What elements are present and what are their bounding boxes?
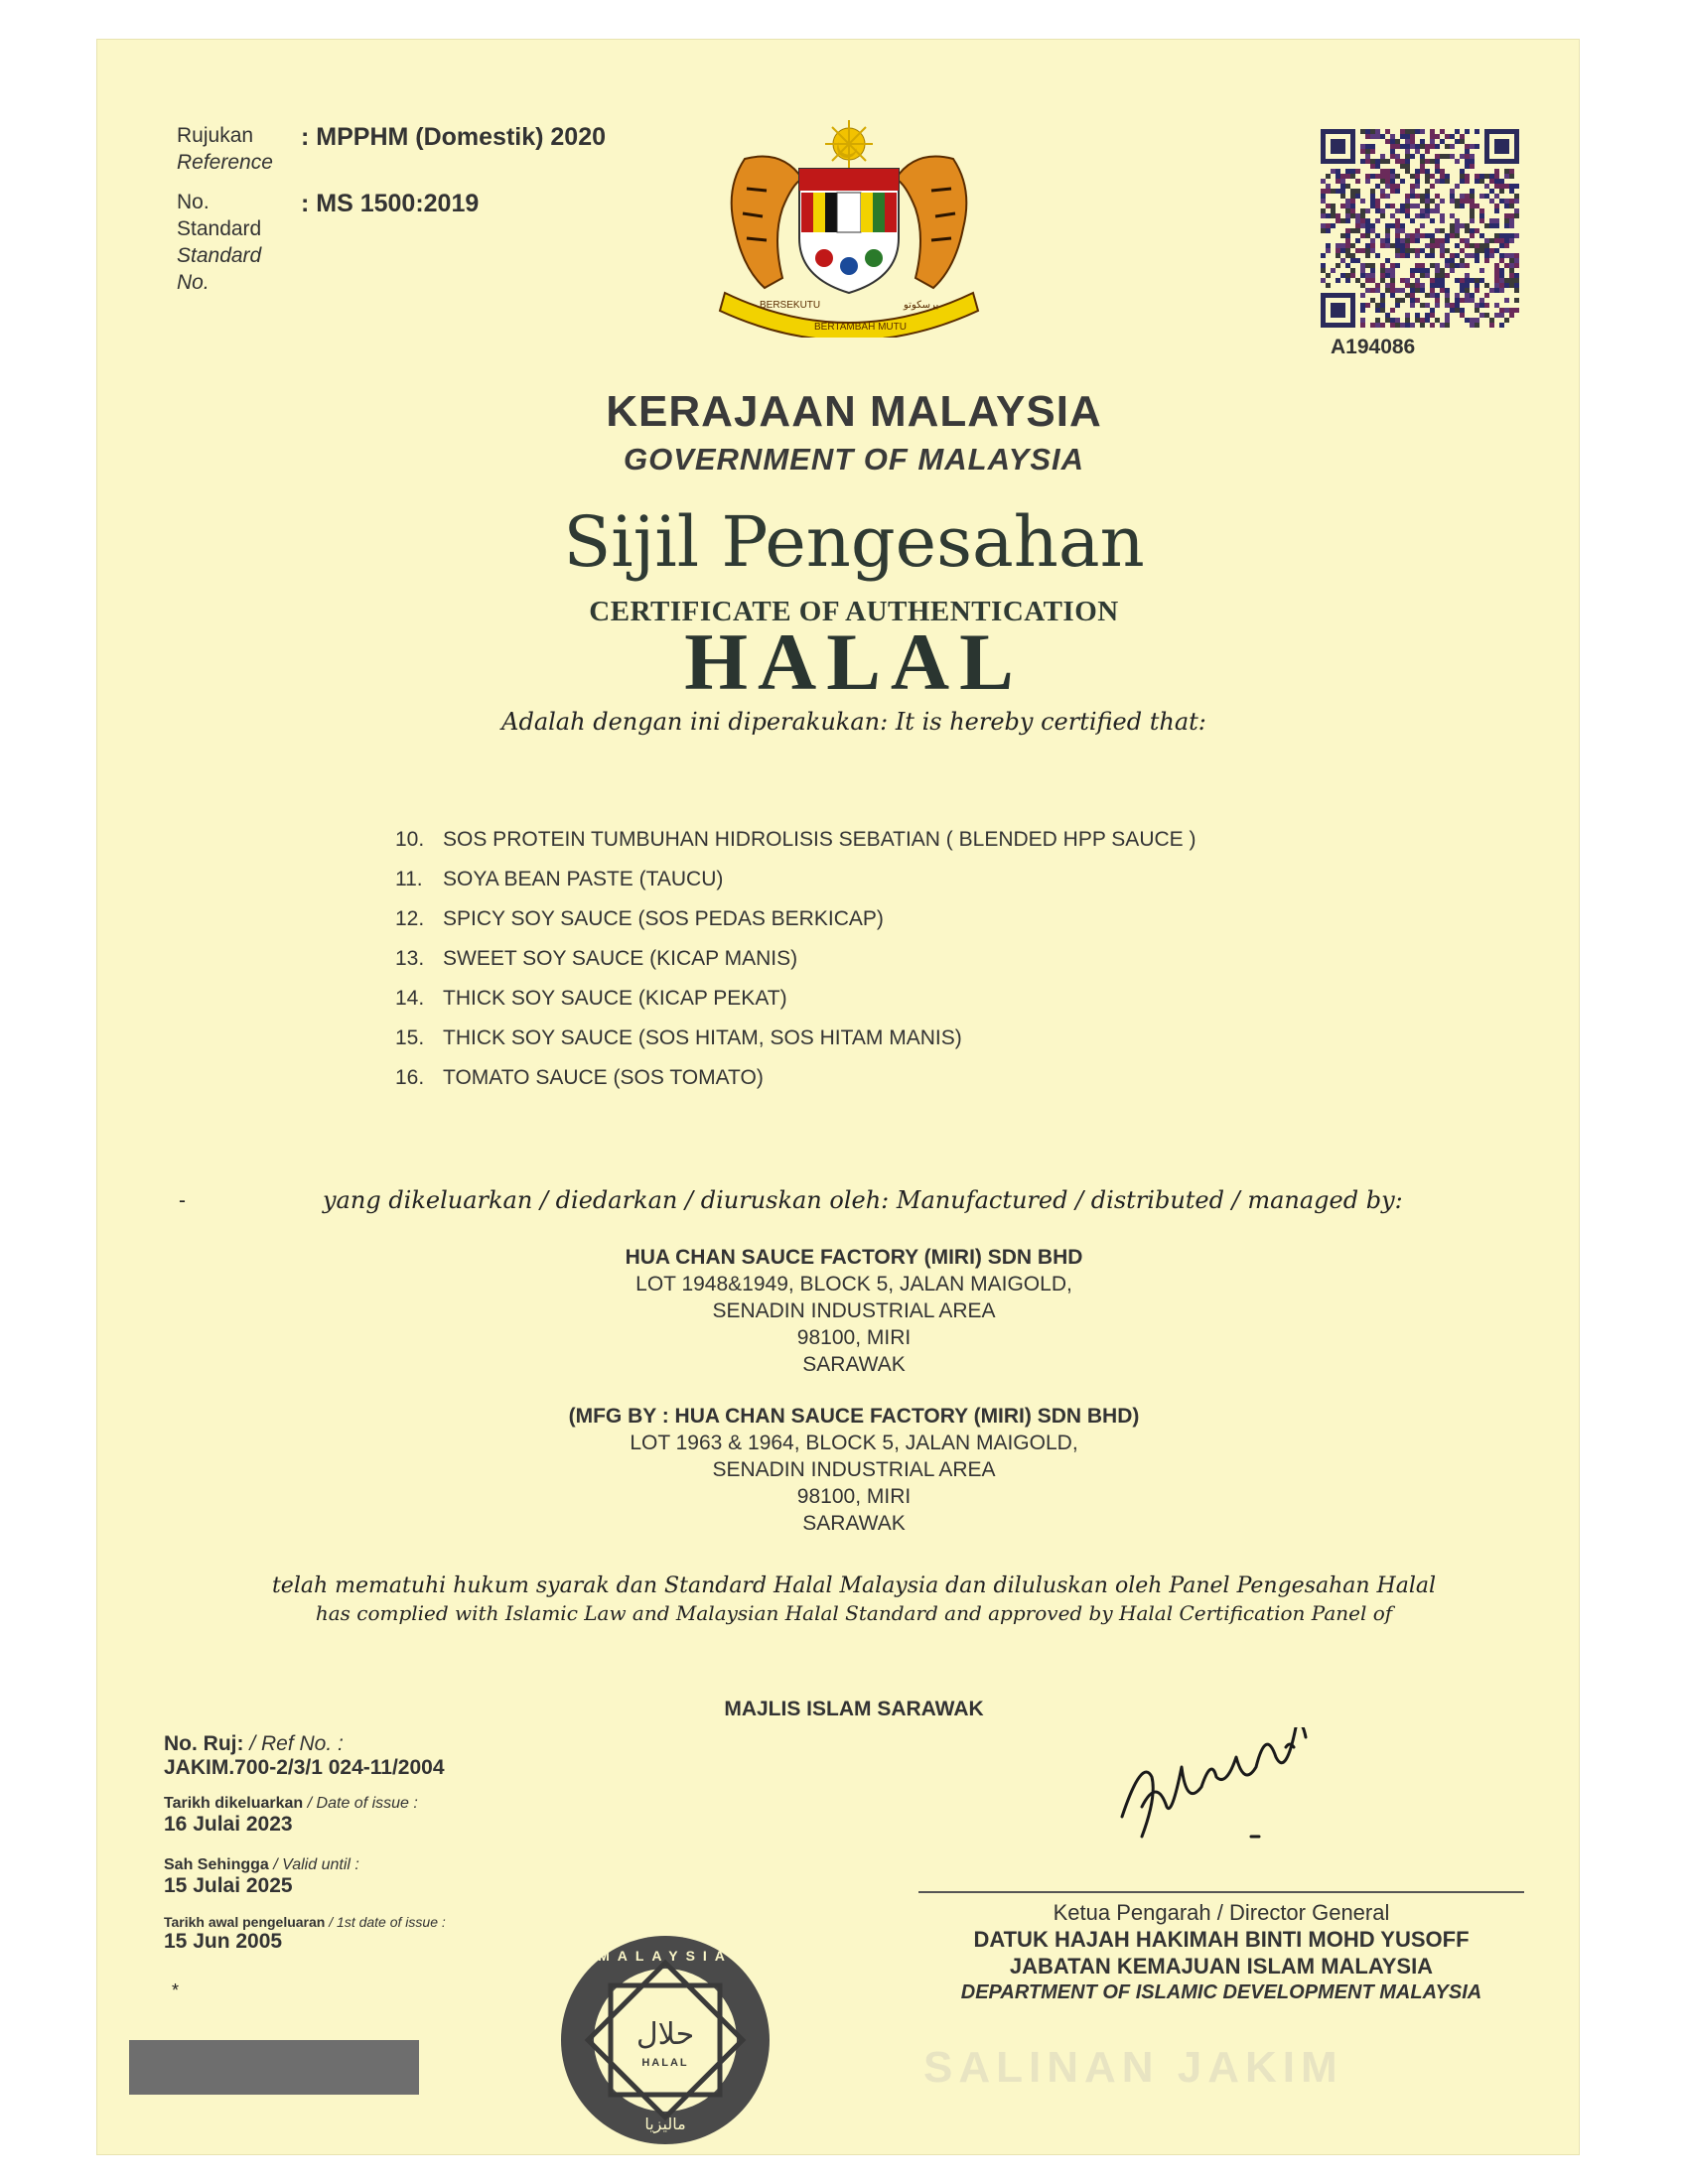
- first-issue-block: Tarikh awal pengeluaran / 1st date of issue : 15 Jun 2005: [164, 1914, 446, 1953]
- dash-mark: -: [179, 1189, 186, 1212]
- reference-number-block: No. Ruj: / Ref No. : JAKIM.700-2/3/1 024-11/2004: [164, 1732, 445, 1779]
- halal-logo-ring: MALAYSIA: [598, 1948, 733, 1964]
- halal-logo-word: HALAL: [641, 2057, 689, 2069]
- certificate-title-en: CERTIFICATE OF AUTHENTICATION: [589, 596, 1119, 627]
- product-item: 10. SOS PROTEIN TUMBUHAN HIDROLISIS SEBATIAN ( BLENDED HPP SAUCE ): [395, 828, 1196, 851]
- compliance-statement-en: has complied with Islamic Law and Malaysian Halal Standard and approved by Halal Certification Panel of: [315, 1601, 1393, 1625]
- asterisk-mark: *: [172, 1980, 180, 2000]
- reference-value: : MPPHM (Domestik) 2020: [301, 123, 607, 151]
- halal-heading: HALAL: [684, 616, 1024, 707]
- halal-logo: [556, 1931, 774, 2149]
- signature-line: [918, 1891, 1524, 1893]
- reference-label: Rujukan Reference: [177, 124, 273, 174]
- government-title-ms: KERAJAAN MALAYSIA: [606, 387, 1102, 436]
- product-item: 15. THICK SOY SAUCE (SOS HITAM, SOS HITAM MANIS): [395, 1026, 962, 1049]
- qr-code: [1321, 129, 1519, 328]
- product-item: 13. SWEET SOY SAUCE (KICAP MANIS): [395, 947, 798, 970]
- company-address: HUA CHAN SAUCE FACTORY (MIRI) SDN BHD LOT 1948&1949, BLOCK 5, JALAN MAIGOLD, SENADIN INDUSTRIAL AREA 98100, MIRI SARAWAK: [625, 1246, 1083, 1376]
- standard-value: : MS 1500:2019: [301, 190, 480, 217]
- copy-watermark: SALINAN JAKIM: [923, 2043, 1343, 2092]
- product-item: 12. SPICY SOY SAUCE (SOS PEDAS BERKICAP): [395, 907, 884, 930]
- certificate-title-ms: Sijil Pengesahan: [563, 501, 1145, 583]
- government-title-en: GOVERNMENT OF MALAYSIA: [623, 442, 1085, 477]
- product-item: 16. TOMATO SAUCE (SOS TOMATO): [395, 1066, 764, 1089]
- halal-logo-arabic-bottom: ماليزيا: [644, 2115, 686, 2133]
- serial-number: A194086: [1331, 336, 1416, 358]
- manufacturer-address: (MFG BY : HUA CHAN SAUCE FACTORY (MIRI) SDN BHD) LOT 1963 & 1964, BLOCK 5, JALAN MAIGOLD, SENADIN INDUSTRIAL AREA 98100, MIRI SARAWAK: [568, 1405, 1140, 1535]
- product-item: 14. THICK SOY SAUCE (KICAP PEKAT): [395, 987, 787, 1010]
- compliance-statement-ms: telah mematuhi hukum syarak dan Standard Halal Malaysia dan diluluskan oleh Panel Pengesahan Halal: [271, 1573, 1437, 1598]
- date-of-issue-block: Tarikh dikeluarkan / Date of issue : 16 Julai 2023: [164, 1795, 418, 1836]
- council-name: MAJLIS ISLAM SARAWAK: [724, 1698, 984, 1720]
- product-item: 11. SOYA BEAN PASTE (TAUCU): [395, 868, 724, 890]
- standard-label: No. Standard Standard No.: [177, 191, 262, 294]
- valid-until-block: Sah Sehingga / Valid until : 15 Julai 2025: [164, 1856, 359, 1897]
- redacted-band: [129, 2040, 419, 2095]
- motto-left: BERSEKUTU: [760, 300, 821, 311]
- signature: [1102, 1727, 1380, 1876]
- motto-bottom: BERTAMBAH MUTU: [814, 322, 907, 333]
- signatory-block: Ketua Pengarah / Director General DATUK HAJAH HAKIMAH BINTI MOHD YUSOFF JABATAN KEMAJUAN ISLAM MALAYSIA DEPARTMENT OF ISLAMIC DEVELOPMENT MALAYSIA: [960, 1900, 1482, 2003]
- coat-of-arms: [705, 119, 993, 338]
- product-list: [395, 820, 1196, 1098]
- halal-logo-arabic: حلال: [635, 2017, 695, 2052]
- motto-right: برسکوتو: [904, 300, 939, 311]
- manufactured-statement: yang dikeluarkan / diedarkan / diuruskan oleh: Manufactured / distributed / managed by:: [323, 1186, 1403, 1214]
- certify-statement: Adalah dengan ini diperakukan: It is hereby certified that:: [501, 708, 1206, 736]
